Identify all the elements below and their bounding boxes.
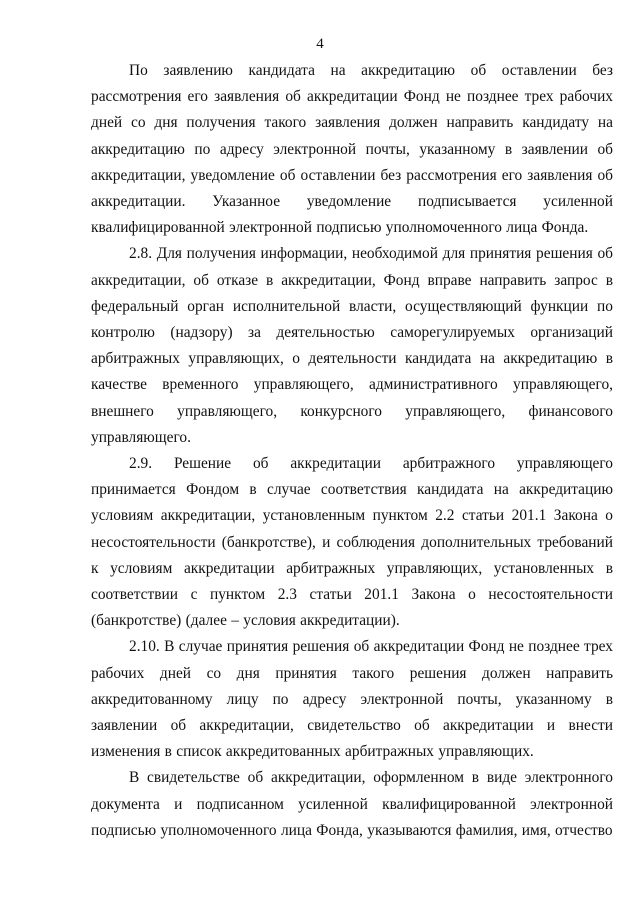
paragraph-rejection-without-review: По заявлению кандидата на аккредитацию об оставлении без рассмотрения его заявления об аккредитации Фонд не позднее трех рабочих дней со дня получения такого заявления должен направить кандидату на аккредитацию по адресу электронной почты, указанному в заявлении об аккредитации, уведомление об оставлении без рассмотрения его заявления об аккредитации. Указанное уведомление подписывается усиленной квалифицированной электронной подписью уполномоченного лица Фонда.	[91, 62, 613, 237]
paragraph-certificate-contents: В свидетельстве об аккредитации, оформленном в виде электронного документа и подписанном усиленной квалифицированной электронной подписью уполномоченного лица Фонда, указываются фамилия, имя, отчество	[91, 769, 613, 839]
paragraph-2-9-accreditation-decision: 2.9. Решение об аккредитации арбитражного управляющего принимается Фондом в случае соответствия кандидата на аккредитацию условиям аккредитации, установленным пунктом 2.2 статьи 201.1 Закона о несостоятельности (банкротстве), и соблюдения дополнительных требований к условиям аккредитации арбитражных управляющих, установленных в соответствии с пунктом 2.3 статьи 201.1 Закона о несостоятельности (банкротстве) (далее – условия аккредитации).	[91, 455, 613, 630]
page-number: 4	[316, 36, 324, 52]
paragraph-2-10-certificate-sending: 2.10. В случае принятия решения об аккредитации Фонд не позднее трех рабочих дней со дня принятия такого решения должен направить аккредитованному лицу по адресу электронной почты, указанному в заявлении об аккредитации, свидетельство об аккредитации и внести изменения в список аккредитованных арбитражных управляющих.	[91, 638, 613, 761]
document-body	[91, 58, 613, 844]
paragraph-2-8-information-request: 2.8. Для получения информации, необходимой для принятия решения об аккредитации, об отказе в аккредитации, Фонд вправе направить запрос в федеральный орган исполнительной власти, осуществляющий функции по контролю (надзору) за деятельностью саморегулируемых организаций арбитражных управляющих, о деятельности кандидата на аккредитацию в качестве временного управляющего, административного управляющего, внешнего управляющего, конкурсного управляющего, финансового управляющего.	[91, 245, 613, 446]
